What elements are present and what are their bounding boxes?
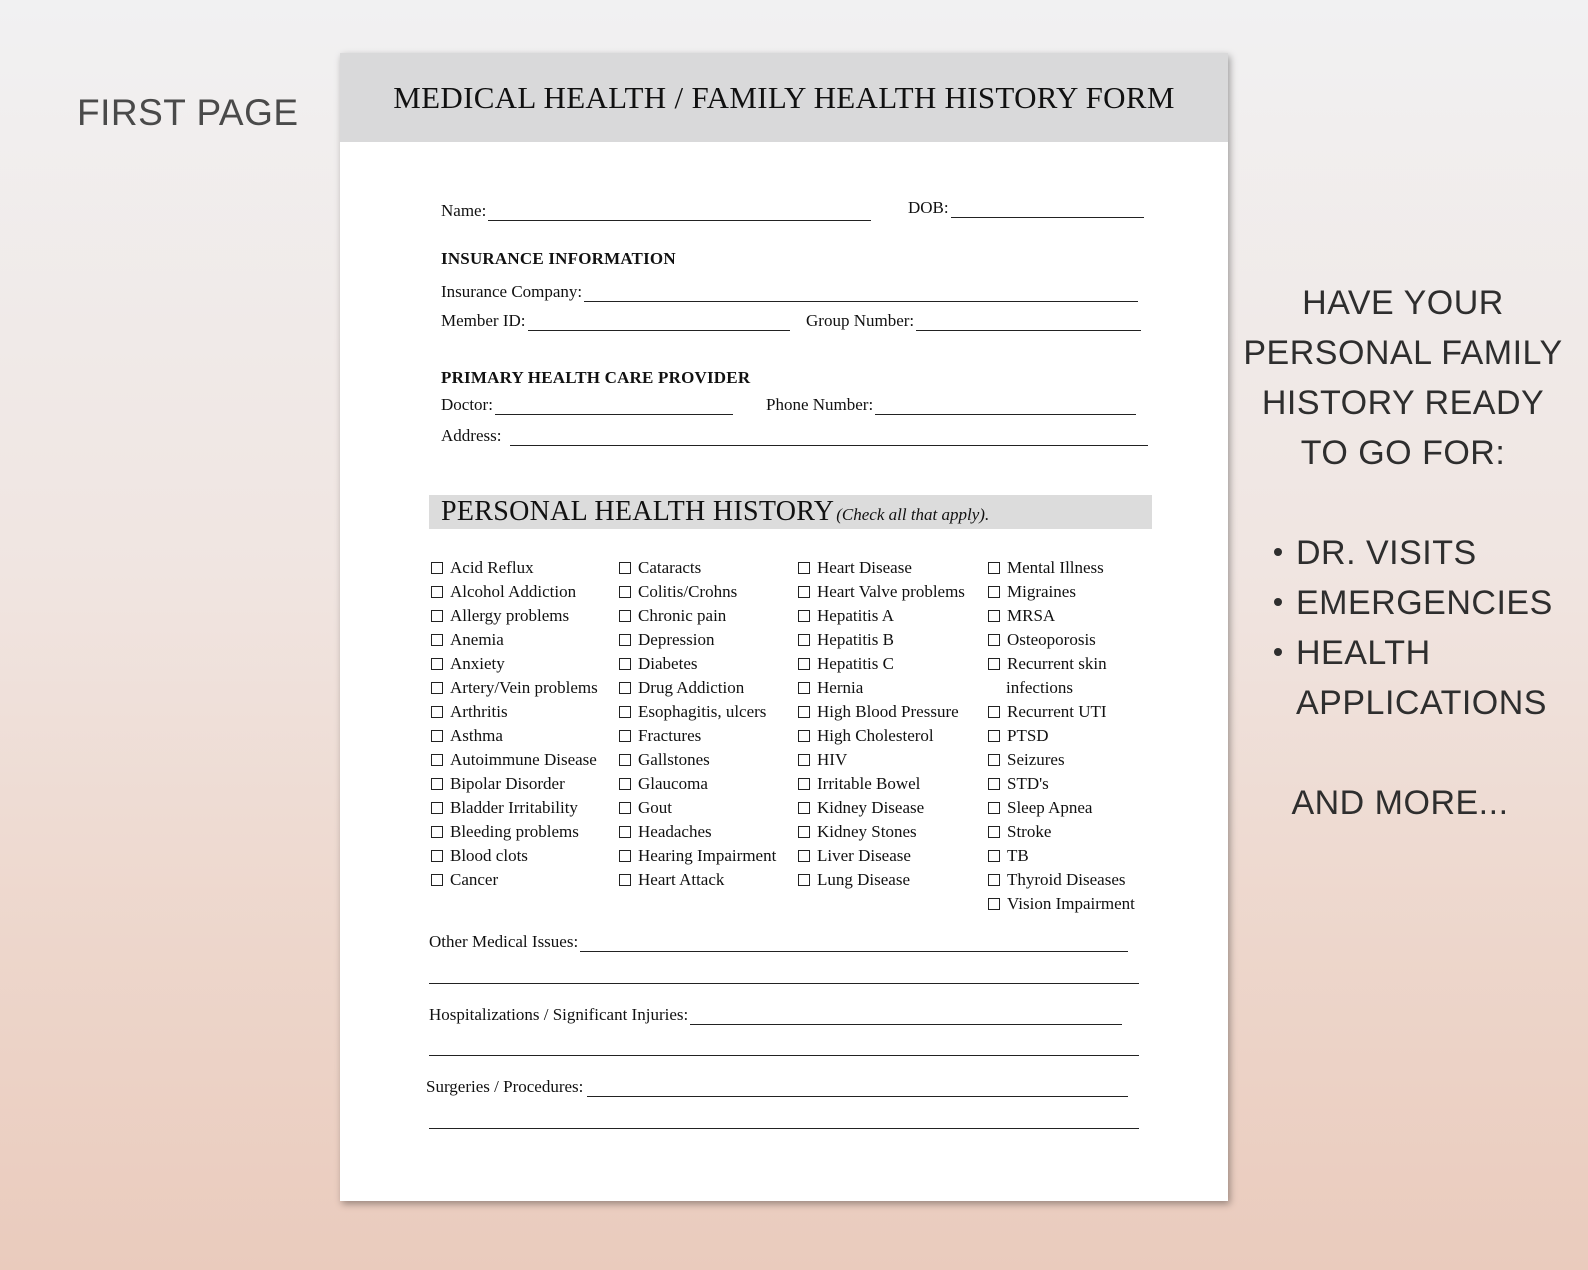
checkbox[interactable] [798,826,810,838]
condition-label: Gallstones [638,750,710,769]
condition-column-1 [431,556,598,892]
checkbox[interactable] [798,562,810,574]
condition-label: Alcohol Addiction [450,582,577,601]
condition-label: Osteoporosis [1007,630,1096,649]
condition-label: Glaucoma [638,774,708,793]
insurance-company-label: Insurance Company: [441,282,583,301]
condition-label: Stroke [1007,822,1052,841]
promo-heading-line: HAVE YOUR [1302,284,1504,322]
condition-checkbox-item[interactable] [431,748,598,772]
checkbox[interactable] [619,634,631,646]
condition-checkbox-item[interactable] [619,604,776,628]
condition-column-4 [988,556,1135,916]
checkbox[interactable] [619,778,631,790]
condition-checkbox-item[interactable] [619,820,776,844]
address-label: Address: [441,426,502,445]
surgeries-extra-line[interactable] [429,1128,1139,1129]
member-id-input-line[interactable] [528,312,790,331]
condition-label: High Cholesterol [817,726,934,745]
checkbox[interactable] [988,562,1000,574]
condition-checkbox-item[interactable] [619,556,776,580]
promo-heading [1238,278,1568,478]
condition-label: TB [1007,846,1029,865]
condition-checkbox-item[interactable] [798,820,965,844]
insurance-section-title: INSURANCE INFORMATION [441,249,676,268]
checkbox[interactable] [798,730,810,742]
condition-label: Seizures [1007,750,1065,769]
checkbox[interactable] [619,706,631,718]
condition-label: Hearing Impairment [638,846,777,865]
personal-health-history-title: PERSONAL HEALTH HISTORY [441,496,835,527]
promo-panel [1238,278,1568,828]
checkbox[interactable] [431,850,443,862]
checkbox[interactable] [619,682,631,694]
condition-label: Bleeding problems [450,822,579,841]
condition-checkbox-item[interactable] [619,772,776,796]
condition-column-3 [798,556,965,892]
checkbox[interactable] [798,586,810,598]
checkbox[interactable] [988,898,1000,910]
hospitalizations-input-line[interactable] [690,1006,1122,1025]
checkbox[interactable] [798,802,810,814]
condition-label: Anxiety [450,654,505,673]
condition-label: Mental Illness [1007,558,1104,577]
condition-checkbox-item[interactable] [431,868,598,892]
condition-checkbox-item[interactable] [988,676,1135,700]
condition-checkbox-item[interactable] [798,724,965,748]
hospitalizations-extra-line[interactable] [429,1055,1139,1056]
condition-checkbox-item[interactable] [798,748,965,772]
condition-checkbox-item[interactable] [988,748,1135,772]
condition-checkbox-item[interactable] [988,796,1135,820]
condition-label: Thyroid Diseases [1007,870,1126,889]
condition-label: PTSD [1007,726,1049,745]
condition-label: Lung Disease [817,870,911,889]
checkbox[interactable] [431,610,443,622]
checkbox[interactable] [619,850,631,862]
form-sheet [340,53,1228,1201]
condition-label: Kidney Stones [817,822,917,841]
condition-checkbox-item[interactable] [619,652,776,676]
condition-label: Drug Addiction [638,678,745,697]
condition-checkbox-item[interactable] [798,628,965,652]
condition-checkbox-item[interactable] [988,772,1135,796]
condition-checkbox-item[interactable] [431,556,598,580]
checkbox[interactable] [431,562,443,574]
condition-checkbox-item[interactable] [988,820,1135,844]
condition-checkbox-item[interactable] [619,676,776,700]
checkbox[interactable] [988,778,1000,790]
condition-label: MRSA [1007,606,1056,625]
checkbox[interactable] [988,658,1000,670]
doctor-input-line[interactable] [495,396,733,415]
condition-checkbox-item[interactable] [988,556,1135,580]
checkbox[interactable] [798,754,810,766]
checkbox[interactable] [798,778,810,790]
promo-more: AND MORE... [1291,784,1509,822]
condition-label: Hepatitis A [817,606,894,625]
condition-checkbox-item[interactable] [619,748,776,772]
checkbox[interactable] [619,874,631,886]
condition-checkbox-item[interactable] [988,580,1135,604]
checkbox[interactable] [431,586,443,598]
address-field [441,426,1148,446]
other-medical-issues-label: Other Medical Issues: [429,932,579,951]
condition-label: Fractures [638,726,702,745]
condition-checkbox-item[interactable] [798,700,965,724]
checkbox[interactable] [798,850,810,862]
condition-checkbox-item[interactable] [798,844,965,868]
condition-label: Hepatitis C [817,654,894,673]
checkbox[interactable] [619,658,631,670]
checkbox[interactable] [619,826,631,838]
other-medical-issues-input-line[interactable] [580,933,1128,952]
condition-label: Chronic pain [638,606,727,625]
condition-checkbox-item[interactable] [619,628,776,652]
checkbox[interactable] [431,778,443,790]
checkbox[interactable] [988,706,1000,718]
group-number-input-line[interactable] [916,312,1141,331]
condition-checkbox-item[interactable] [798,868,965,892]
checkbox[interactable] [619,730,631,742]
checkbox[interactable] [798,658,810,670]
name-label: Name: [441,201,487,220]
condition-checkbox-item[interactable] [988,652,1135,676]
insurance-company-field [441,282,1138,302]
other-medical-issues-field [429,932,1128,952]
condition-label: Kidney Disease [817,798,925,817]
promo-bullet-line: HEALTH [1296,634,1431,672]
condition-label: Gout [638,798,672,817]
condition-checkbox-item[interactable] [798,580,965,604]
address-input-line[interactable] [510,427,1148,446]
checkbox[interactable] [988,610,1000,622]
condition-label: Vision Impairment [1007,894,1135,913]
surgeries-input-line[interactable] [587,1078,1128,1097]
checkbox[interactable] [431,826,443,838]
checkbox[interactable] [619,610,631,622]
promo-bullet [1238,628,1568,728]
condition-label: Bipolar Disorder [450,774,565,793]
name-field [441,201,871,221]
condition-checkbox-item[interactable] [798,772,965,796]
side-label: FIRST PAGE [77,92,299,133]
checkbox[interactable] [431,658,443,670]
condition-checkbox-item[interactable] [798,676,965,700]
checkbox[interactable] [798,610,810,622]
promo-heading-line: HISTORY READY [1261,384,1545,422]
hospitalizations-label: Hospitalizations / Significant Injuries: [429,1005,689,1024]
hospitalizations-field [429,1005,1122,1025]
condition-checkbox-item[interactable] [431,604,598,628]
condition-checkbox-item[interactable] [431,844,598,868]
group-number-field [806,311,1141,331]
dob-label: DOB: [908,198,949,217]
condition-checkbox-item[interactable] [988,844,1135,868]
checkbox[interactable] [988,802,1000,814]
condition-checkbox-item[interactable] [988,604,1135,628]
condition-checkbox-item[interactable] [431,676,598,700]
condition-label: Irritable Bowel [817,774,921,793]
checkbox[interactable] [431,706,443,718]
checkbox[interactable] [431,634,443,646]
condition-checkbox-item[interactable] [431,772,598,796]
checkbox[interactable] [988,826,1000,838]
checkbox[interactable] [619,562,631,574]
condition-checkbox-item[interactable] [798,796,965,820]
condition-label: Artery/Vein problems [450,678,598,697]
condition-label: Acid Reflux [450,558,534,577]
doctor-field [441,395,733,415]
condition-label: Liver Disease [817,846,911,865]
condition-label: Heart Disease [817,558,912,577]
promo-bullet: DR. VISITS [1238,528,1568,578]
condition-label: Hernia [817,678,864,697]
condition-checkbox-item[interactable] [431,820,598,844]
condition-label: Autoimmune Disease [450,750,597,769]
checkbox[interactable] [619,754,631,766]
personal-health-history-note: (Check all that apply). [836,505,990,524]
promo-heading-line: TO GO FOR: [1300,434,1506,472]
doctor-label: Doctor: [441,395,493,414]
condition-checkbox-item[interactable] [619,868,776,892]
surgeries-label: Surgeries / Procedures: [426,1077,584,1096]
condition-label: Anemia [450,630,504,649]
condition-checkbox-item[interactable] [431,580,598,604]
condition-label: Heart Attack [638,870,725,889]
condition-checkbox-item[interactable] [798,652,965,676]
checkbox[interactable] [798,634,810,646]
phone-number-field [766,395,1136,415]
condition-label: Diabetes [638,654,698,673]
checkbox[interactable] [988,754,1000,766]
member-id-label: Member ID: [441,311,526,330]
checkbox[interactable] [988,730,1000,742]
dob-field [908,198,1144,218]
condition-label: Asthma [450,726,503,745]
promo-bullet: EMERGENCIES [1238,578,1568,628]
condition-column-2 [619,556,776,892]
group-number-label: Group Number: [806,311,915,330]
form-title: MEDICAL HEALTH / FAMILY HEALTH HISTORY FORM [340,53,1228,142]
condition-label: Hepatitis B [817,630,894,649]
condition-label: STD's [1007,774,1049,793]
condition-label: HIV [817,750,848,769]
condition-checkbox-item[interactable] [988,628,1135,652]
checkbox[interactable] [988,850,1000,862]
checkbox[interactable] [431,730,443,742]
condition-checkbox-item[interactable] [988,724,1135,748]
insurance-company-input-line[interactable] [584,283,1138,302]
checkbox[interactable] [988,874,1000,886]
checkbox[interactable] [619,586,631,598]
condition-checkbox-item[interactable] [431,796,598,820]
checkbox[interactable] [619,802,631,814]
personal-health-history-header [429,495,1152,529]
condition-label: Esophagitis, ulcers [638,702,767,721]
phone-number-input-line[interactable] [875,396,1136,415]
condition-label: Cancer [450,870,499,889]
member-id-field [441,311,790,331]
condition-label: Depression [638,630,715,649]
condition-label: Allergy problems [450,606,570,625]
checkbox[interactable] [798,706,810,718]
condition-checkbox-item[interactable] [431,724,598,748]
condition-label: infections [1006,678,1074,697]
condition-checkbox-item[interactable] [619,700,776,724]
condition-checkbox-item[interactable] [988,892,1135,916]
condition-label: Sleep Apnea [1007,798,1093,817]
checkbox[interactable] [431,754,443,766]
condition-label: Colitis/Crohns [638,582,738,601]
condition-checkbox-item[interactable] [431,700,598,724]
condition-label: Heart Valve problems [817,582,965,601]
condition-label: High Blood Pressure [817,702,959,721]
condition-label: Recurrent skin [1007,654,1107,673]
condition-checkbox-item[interactable] [798,604,965,628]
condition-checkbox-item[interactable] [988,700,1135,724]
phone-number-label: Phone Number: [766,395,874,414]
dob-input-line[interactable] [951,199,1144,218]
condition-checkbox-item[interactable] [619,580,776,604]
checkbox[interactable] [431,802,443,814]
condition-label: Recurrent UTI [1007,702,1107,721]
condition-checkbox-item[interactable] [431,628,598,652]
name-input-line[interactable] [488,202,871,221]
checkbox[interactable] [798,682,810,694]
condition-label: Bladder Irritability [450,798,578,817]
condition-label: Headaches [638,822,712,841]
condition-checkbox-item[interactable] [988,868,1135,892]
checkbox[interactable] [431,682,443,694]
condition-label: Cataracts [638,558,702,577]
condition-checkbox-item[interactable] [619,796,776,820]
condition-label: Arthritis [450,702,508,721]
checkbox[interactable] [988,634,1000,646]
condition-label: Blood clots [450,846,528,865]
checkbox[interactable] [988,586,1000,598]
promo-bullet-line: APPLICATIONS [1296,684,1547,722]
condition-label: Migraines [1007,582,1076,601]
promo-heading-line: PERSONAL FAMILY [1243,334,1563,372]
checkbox[interactable] [431,874,443,886]
condition-checkbox-item[interactable] [431,652,598,676]
condition-checkbox-item[interactable] [619,844,776,868]
condition-checkbox-item[interactable] [619,724,776,748]
provider-section-title: PRIMARY HEALTH CARE PROVIDER [441,368,751,387]
promo-bullet-list [1238,528,1568,728]
other-medical-issues-extra-line[interactable] [429,983,1139,984]
checkbox[interactable] [798,874,810,886]
condition-checkbox-item[interactable] [798,556,965,580]
surgeries-field [426,1077,1128,1097]
